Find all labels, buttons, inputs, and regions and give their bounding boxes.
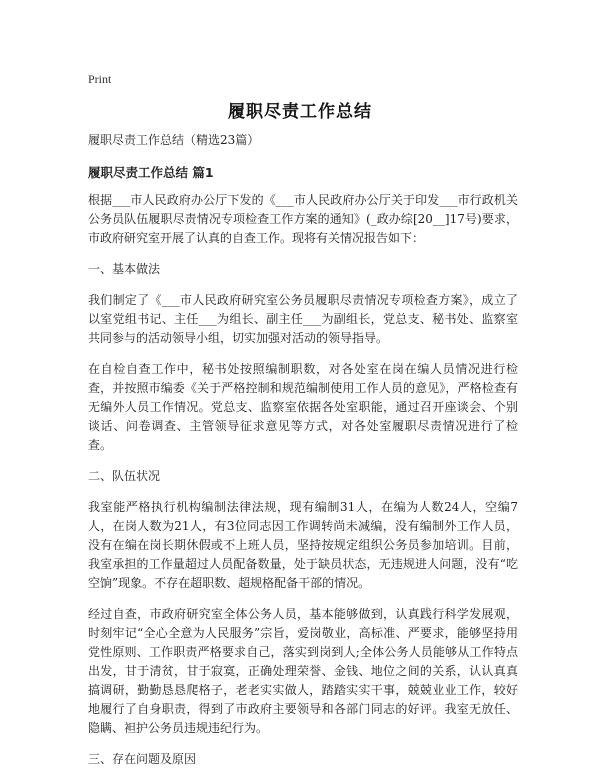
- document-subtitle: 履职尽责工作总结（精选23篇）: [88, 133, 260, 147]
- print-label[interactable]: Print: [88, 72, 112, 86]
- document-title: 履职尽责工作总结: [228, 102, 372, 122]
- document-body: [88, 131, 518, 781]
- paragraph-self-check: 在自检自查工作中，秘书处按照编制职数，对各处室在岗在编人员情况进行检查，并按照市编委《关于严格控制和规范编制使用工作人员的意见》，严格检查有无编外人员工作情况。党总支、监察室依据各处室职能，通过召开座谈会、个别谈话、问卷调查、主管领导征求意见等方式，对各处室履职尽责情况进行了检查。: [88, 362, 518, 452]
- section-title: 履职尽责工作总结 篇1: [88, 165, 214, 180]
- heading-team-status: 二、队伍状况: [88, 469, 161, 483]
- paragraph-plan: 我们制定了《___市人民政府研究室公务员履职尽责情况专项检查方案》，成立了以室党组书记、主任___为组长、副主任___为副组长，党总支、秘书处、监察室共同参与的活动领导小组，切实加强对活动的领导指导。: [88, 293, 518, 345]
- heading-basic-approach: 一、基本做法: [88, 262, 161, 276]
- heading-problems: 三、存在问题及原因: [88, 752, 197, 766]
- paragraph-review-result: 经过自查，市政府研究室全体公务人员，基本能够做到，认真践行科学发展观，时刻牢记“全心全意为人民服务”宗旨，爱岗敬业，高标准、严要求，能够坚持用党性原则、工作职责严格要求自己，落实到岗到人;全体公务人员能够从工作特点出发，甘于清贫，甘于寂寞，正确处理荣誉、金钱、地位之间的关系，认认真真搞调研，勤勤恳恳爬格子，老老实实做人，踏踏实实干事，兢兢业业工作，较好地履行了自身职责，得到了市政府主要领导和各部门同志的好评。我室无放任、隐瞒、袒护公务员违规违纪行为。: [88, 607, 518, 735]
- paragraph-staffing: 我室能严格执行机构编制法律法规，现有编制31人，在编为人数24人，空编7人，在岗人数为21人，有3位同志因工作调转尚未减编，没有编制外工作人员，没有在编在岗长期休假或不上班人员，坚持按规定组织公务员参加培训。目前，我室承担的工作量超过人员配备数量，处于缺员状态，无违规进人问题，没有“吃空饷”现象。不存在超职数、超规格配备干部的情况。: [88, 500, 518, 590]
- paragraph-intro: 根据___市人民政府办公厅下发的《___市人民政府办公厅关于印发___市行政机关公务员队伍履职尽责情况专项检查工作方案的通知》(_政办综[20__]17号)要求，市政府研究室开展了认真的自查工作。现将有关情况报告如下：: [88, 193, 518, 245]
